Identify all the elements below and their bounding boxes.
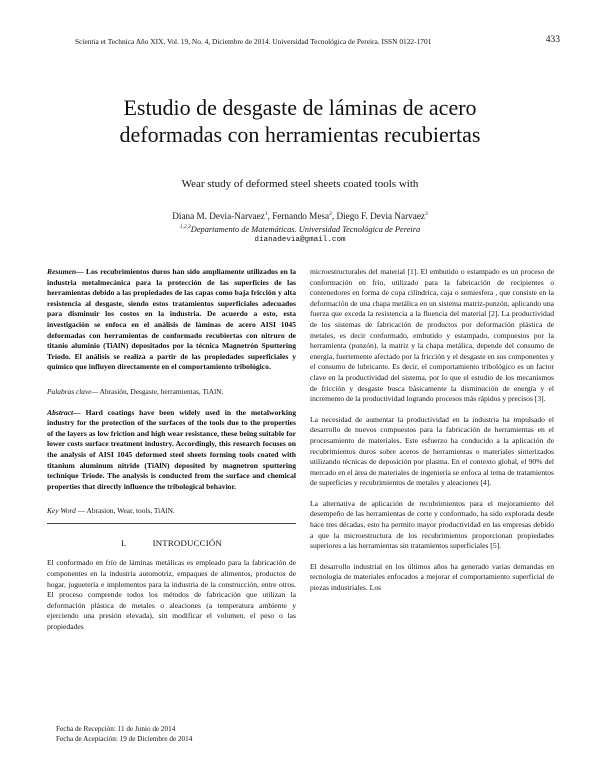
keyword-label: Key Word (47, 506, 76, 516)
section-number: I. (121, 537, 127, 548)
right-paragraph-3: La alternativa de aplicación de recubrimientos para el mejoramiento del desempeño de las herramientas de corte y conformado, ha sido explorada desde hace tres décadas, esto ha permito mayor productividad en las empresas debido a que la microestructura de los recubrimientos proporcionan propiedades superiores a las herramientas sin tratamientos superficiales [5]. (310, 498, 554, 551)
right-paragraph-4: El desarrollo industrial en los últimos años ha generado varias demandas en tecnología de materiales enfocados a mejorar el comportamiento superficial de piezas industriales. Los (310, 561, 554, 593)
intro-paragraph: El conformado en frío de láminas metálicas es empleado para la fabricación de componentes en la industria automotriz, empaques de alimentos, productos de hogar, juguetería e implementos para la industria de la construcción, entre otros. El proceso comprende todos los métodos de fabricación que utilizan la deformación plástica de metales o aleaciones (a temperatura ambiente y ejerciendo una presión elevada), sin modificar el volumen, el peso o las propiedades (47, 558, 296, 632)
abstract-paragraph (47, 408, 296, 493)
author-3-sup: 3 (425, 211, 428, 217)
received-date: Fecha de Recepción: 11 de Junio de 2014 (56, 725, 176, 733)
affiliation-text: Departamento de Matemáticas. Universidad Tecnológica de Pereira (190, 224, 421, 234)
author-3: , Diego F. Devia Narvaez (331, 211, 425, 222)
palabras-text: Abrasión, Desgaste, herramientas, TiAlN. (98, 386, 224, 396)
running-header (75, 37, 560, 49)
english-title: Wear study of deformed steel sheets coated tools with (181, 178, 419, 190)
footnote-dates (56, 725, 192, 745)
author-1: Diana M. Devia-Narvaez (172, 211, 265, 222)
affiliation-sup: 1,2,3 (179, 224, 191, 230)
author-2: , Fernando Mesa (267, 211, 330, 222)
palabras-clave (47, 387, 296, 398)
accepted-date: Fecha de Aceptación: 19 de Diciembre de 2014 (56, 734, 193, 743)
author-email: dianadevia@gmail.com (254, 236, 346, 244)
left-column (47, 267, 296, 643)
resumen-label: Resumen— (47, 267, 84, 276)
author-1-sup: 1 (264, 211, 268, 217)
palabras-label: Palabras clave— (47, 386, 99, 396)
abstract-text: Hard coatings have been widely used in the metalworking industry for the protection of the surfaces of the tools due to the properties of the layers as low friction and high wear resistance, these being suitable for lower costs surface treatment industry. Accordingly, this research focuses on the analysis of AISI 1045 deformed steel sheets forming tools coated with titanium aluminum nitride (TiAlN) deposited by magnetron sputtering technique Triode. The analysis is conducted from the surface and chemical properties that directly influence the tribological behavior. (47, 407, 296, 491)
page-number: 433 (545, 35, 560, 45)
title-line-1: Estudio de desgaste de láminas de acero (123, 95, 477, 120)
journal-header: Scientia et Technica Año XIX, Vol. 19, No. 4, Diciembre de 2014. Universidad Tecnológica de Pereira. ISSN 0122-1701 (75, 37, 432, 46)
resumen-paragraph (47, 267, 296, 373)
right-paragraph-1: microestructurales del material [1]. El embutido o estampado es un proceso de conformación en frío, utilizado para la fabricación de recipientes o contenedores en forma de copa cilíndrica, caja o semiesfera , que consiste en la deformación de una chapa metálica en un sistema matriz-punzón, aplicando una fuerza que exceda la resistencia a la fluencia del material [2]. La productividad de los sistemas de fabricación de productos por deformación plástica de metales, es decir conformado, embutido y estampado, compuestos por la herramienta (punzón), la matriz y la chapa metálica, depende del consumo de energía, fuertemente afectado por la fricción y el desgaste en sus componentes y el consumo de lubricante. Es decir, el comportamiento tribológico es un factor clave en la productividad del sistema, por lo que el estudio de los mecanismos de fricción y desgaste busca básicamente la disminución de energía y el incremento de la productividad logrando procesos más rápidos y precisos [3]. (310, 267, 554, 404)
paper-title (60, 94, 540, 148)
section-title: INTRODUCCIÓN (152, 537, 222, 548)
author-2-sup: 2 (329, 211, 332, 217)
right-column (310, 267, 554, 604)
section-divider (47, 523, 296, 524)
authors (60, 211, 540, 221)
keyword-text: — Abrasion, Wear, tools, TiAlN. (75, 506, 175, 516)
section-heading (47, 538, 296, 549)
affiliation (60, 224, 540, 234)
title-line-2: deformadas con herramientas recubiertas (119, 122, 481, 147)
key-words (47, 506, 296, 517)
abstract-label: Abstract— (47, 407, 81, 417)
resumen-text: Los recubrimientos duros han sido ampliamente utilizados en la industria metalmecánica para la protección de las superficies de las herramientas debido a las propiedades de las capas como baja fricción y alta resistencia al desgaste, siendo estos tratamientos superficiales adecuados para disminuir los costos en la industria. De acuerdo a esto, esta investigación se enfoca en el análisis de láminas de acero AISI 1045 deformadas con herramientas de conformado recubiertas con nitruro de titanio aluminio (TiAlN) depositados por la técnica Magnetrón Sputtering Tríodo. El análisis se realiza a partir de las propiedades superficiales y químico que influyen directamente en el comportamiento tribológico. (47, 267, 296, 372)
right-paragraph-2: La necesidad de aumentar la productividad en la industria ha impulsado el desarrollo de nuevos compuestos para la fabricación de herramientas en el procesamiento de materiales. Este esfuerzo ha conducido a la aplicación de recubrimientos duros sobre aceros de herramientas o materiales sinterizados utilizando técnicas de deposición por plasma. En el contexto global, el 90% del mercado en el área de materiales de ingeniería se enfoca al tema de tratamientos de superficies y recubrimientos de metales y aleaciones [4]. (310, 414, 554, 488)
